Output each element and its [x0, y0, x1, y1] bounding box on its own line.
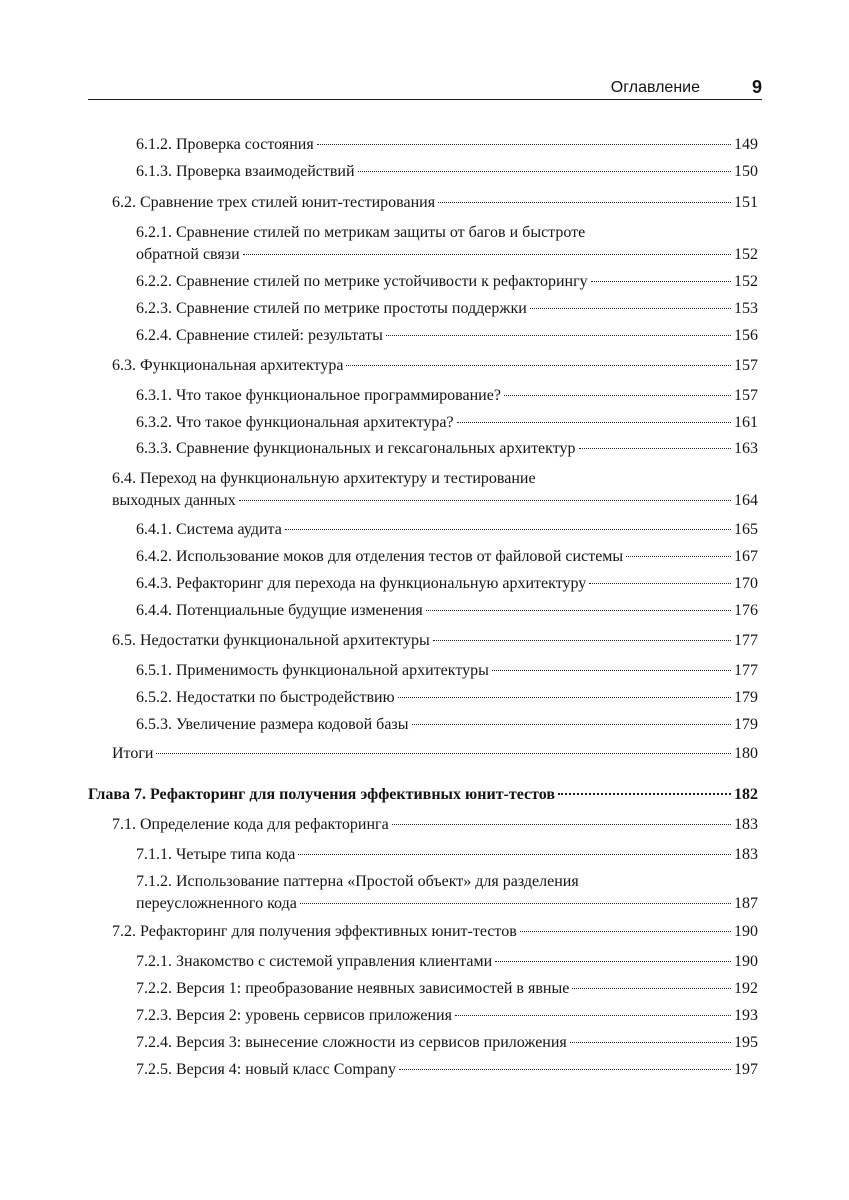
dot-leader: [285, 529, 731, 530]
toc-page-number: 152: [734, 273, 758, 290]
dot-leader: [358, 171, 731, 172]
toc-page-number: 153: [734, 300, 758, 317]
toc-page-number: 165: [734, 521, 758, 538]
toc-page-number: 192: [734, 980, 758, 997]
toc-entry: [88, 325, 758, 347]
toc-entry: [88, 871, 758, 915]
toc-entry-title-line1: 6.2.1. Сравнение стилей по метрикам защиты от багов и быстроте: [136, 224, 586, 241]
toc-page-number: 176: [734, 602, 758, 619]
toc-entry-title: Глава 7. Рефакторинг для получения эффективных юнит-тестов: [88, 786, 556, 803]
toc-entry-title: 6.3. Функциональная архитектура: [112, 357, 344, 374]
toc-entry: [88, 271, 758, 293]
toc-entry: [88, 921, 758, 943]
toc-entry: [88, 134, 758, 156]
dot-leader: [433, 640, 731, 641]
dot-leader: [317, 144, 731, 145]
dot-leader: [392, 824, 731, 825]
toc-entry: [88, 573, 758, 595]
toc-entry: [88, 844, 758, 866]
toc-entry: [88, 687, 758, 709]
toc-entry-title: 7.1. Определение кода для рефакторинга: [112, 816, 389, 833]
page-number: 9: [751, 77, 762, 97]
toc-entry: [88, 355, 758, 377]
toc-entry-title: 7.2.2. Версия 1: преобразование неявных зависимостей в явные: [136, 980, 570, 997]
toc-entry: [88, 743, 758, 765]
toc-entry-title: 7.2.3. Версия 2: уровень сервисов приложения: [136, 1007, 452, 1024]
dot-leader: [626, 556, 731, 557]
toc-entry-title: 6.5.1. Применимость функциональной архитектуры: [136, 662, 489, 679]
toc-page-number: 180: [734, 745, 758, 762]
toc-entry-title: 6.3.1. Что такое функциональное программирование?: [136, 387, 501, 404]
toc-entry-title: 7.2. Рефакторинг для получения эффективных юнит-тестов: [112, 923, 517, 940]
dot-leader: [298, 854, 731, 855]
toc-page-number: 167: [734, 548, 758, 565]
dot-leader: [457, 422, 731, 423]
toc-entry-title: 6.2. Сравнение трех стилей юнит-тестирования: [112, 194, 436, 211]
toc-entry: [88, 814, 758, 836]
toc-entry-title: 6.5.3. Увеличение размера кодовой базы: [136, 716, 409, 733]
toc-chapter-entry: [88, 784, 758, 806]
toc-page-number: 179: [734, 716, 758, 733]
toc-entry-title: 6.4.3. Рефакторинг для перехода на функциональную архитектуру: [136, 575, 587, 592]
toc-entry: [88, 222, 758, 266]
running-header-title: Оглавление: [610, 79, 700, 96]
toc-page-number: 197: [734, 1061, 758, 1078]
dot-leader: [589, 583, 731, 584]
toc-page-number: 195: [734, 1034, 758, 1051]
dot-leader: [495, 961, 731, 962]
dot-leader: [398, 697, 731, 698]
dot-leader: [530, 308, 731, 309]
toc-page-number: 177: [734, 632, 758, 649]
toc-entry: [88, 412, 758, 434]
dot-leader: [399, 1069, 731, 1070]
toc-page-number: 150: [734, 163, 758, 180]
toc-page-number: 157: [734, 387, 758, 404]
toc-page-number: 177: [734, 662, 758, 679]
toc-entry-title: 6.4.1. Система аудита: [136, 521, 282, 538]
toc-entry-title: обратной связи: [136, 246, 240, 263]
toc-page-number: 187: [734, 895, 758, 912]
dot-leader: [492, 670, 731, 671]
toc-page-number: 164: [734, 492, 758, 509]
dot-leader: [412, 724, 732, 725]
toc-page-number: 190: [734, 923, 758, 940]
dot-leader: [570, 1042, 731, 1043]
toc-entry-title-line1: 7.1.2. Использование паттерна «Простой объект» для разделения: [136, 873, 579, 890]
toc-page-number: 157: [734, 357, 758, 374]
dot-leader: [572, 988, 731, 989]
toc-entry: [88, 192, 758, 214]
toc-entry-title: 6.1.3. Проверка взаимодействий: [136, 163, 355, 180]
dot-leader: [239, 500, 731, 501]
toc-entry: [88, 1005, 758, 1027]
toc-page-number: 179: [734, 689, 758, 706]
toc-entry-title: 7.2.5. Версия 4: новый класс Company: [136, 1061, 396, 1078]
toc-entry-title: Итоги: [112, 745, 154, 762]
toc-entry: [88, 1059, 758, 1081]
toc-page-number: 161: [734, 414, 758, 431]
dot-leader: [300, 903, 731, 904]
dot-leader: [426, 610, 731, 611]
toc-entry: [88, 630, 758, 652]
dot-leader: [346, 365, 731, 366]
toc-entry-title: 6.2.4. Сравнение стилей: результаты: [136, 327, 383, 344]
dot-leader: [386, 335, 731, 336]
toc-entry: [88, 468, 758, 512]
running-header: [88, 79, 762, 100]
toc-entry: [88, 161, 758, 183]
toc-entry-title: 6.1.2. Проверка состояния: [136, 136, 314, 153]
toc-page-number: 151: [734, 194, 758, 211]
toc-entry: [88, 951, 758, 973]
toc-page-number: 170: [734, 575, 758, 592]
toc-page-number: 193: [734, 1007, 758, 1024]
toc-entry-title: 6.3.2. Что такое функциональная архитектура?: [136, 414, 454, 431]
toc-entry: [88, 546, 758, 568]
toc-entry-title: 6.5.2. Недостатки по быстродействию: [136, 689, 395, 706]
dot-leader: [579, 448, 732, 449]
toc-entry-title: 7.2.4. Версия 3: вынесение сложности из сервисов приложения: [136, 1034, 567, 1051]
toc-page-number: 152: [734, 246, 758, 263]
toc-page-number: 163: [734, 440, 758, 457]
toc-entry-title: выходных данных: [112, 492, 236, 509]
toc-entry-title: 7.1.1. Четыре типа кода: [136, 846, 296, 863]
dot-leader: [558, 793, 731, 795]
dot-leader: [591, 281, 731, 282]
toc-entry: [88, 298, 758, 320]
dot-leader: [520, 931, 731, 932]
toc-entry: [88, 1032, 758, 1054]
toc-entry: [88, 600, 758, 622]
toc-entry-title: 6.4.4. Потенциальные будущие изменения: [136, 602, 423, 619]
toc-page-number: 183: [734, 816, 758, 833]
toc-entry-title: 6.3.3. Сравнение функциональных и гексагональных архитектур: [136, 440, 576, 457]
dot-leader: [243, 254, 731, 255]
toc-entry: [88, 660, 758, 682]
toc-page-number: 183: [734, 846, 758, 863]
toc-entry: [88, 714, 758, 736]
toc-entry-title: 6.2.3. Сравнение стилей по метрике простоты поддержки: [136, 300, 527, 317]
toc-entry: [88, 438, 758, 460]
toc-page-number: 156: [734, 327, 758, 344]
toc-page-number: 149: [734, 136, 758, 153]
dot-leader: [504, 395, 731, 396]
dot-leader: [156, 753, 731, 754]
dot-leader: [455, 1015, 731, 1016]
dot-leader: [438, 202, 731, 203]
toc-entry-title: 6.4.2. Использование моков для отделения тестов от файловой системы: [136, 548, 624, 565]
toc-entry-title: переусложненного кода: [136, 895, 297, 912]
toc-entry-title: 7.2.1. Знакомство с системой управления клиентами: [136, 953, 493, 970]
toc-page-number: 182: [734, 786, 758, 803]
toc-entry: [88, 978, 758, 1000]
toc-entry-title-line1: 6.4. Переход на функциональную архитектуру и тестирование: [112, 470, 536, 487]
toc-entry-title: 6.2.2. Сравнение стилей по метрике устойчивости к рефакторингу: [136, 273, 588, 290]
toc-entry: [88, 519, 758, 541]
toc-entry-title: 6.5. Недостатки функциональной архитектуры: [112, 632, 430, 649]
toc-entry: [88, 385, 758, 407]
toc-page-number: 190: [734, 953, 758, 970]
